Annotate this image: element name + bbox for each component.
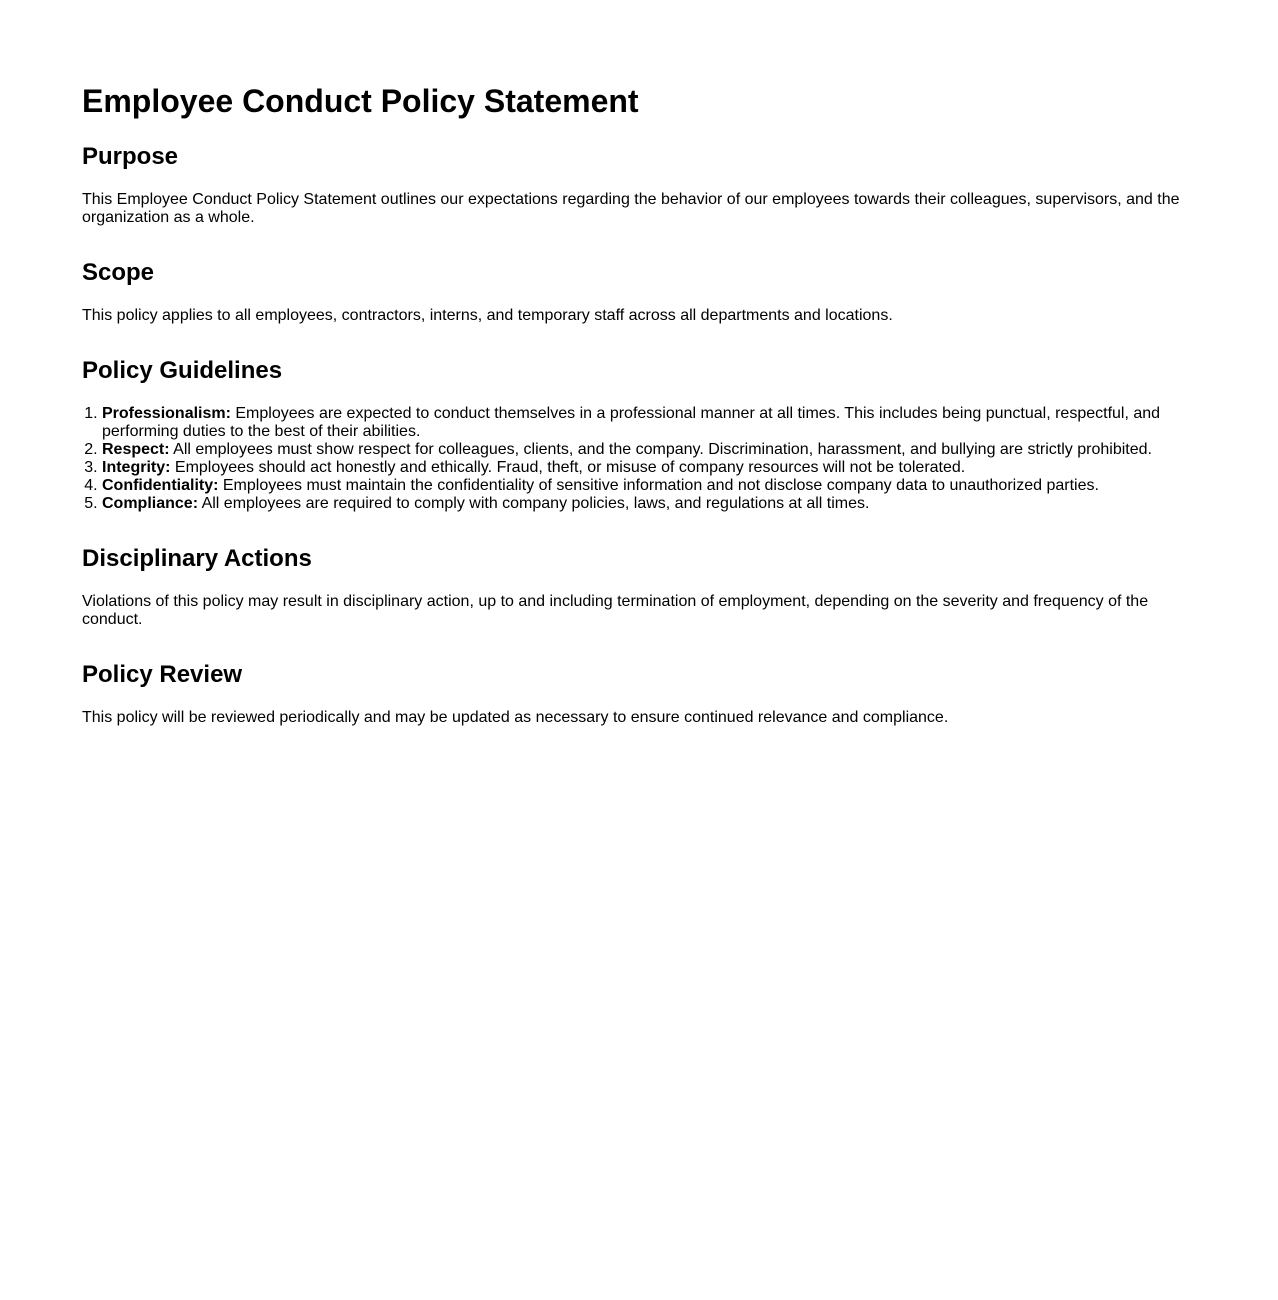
guideline-text: Employees must maintain the confidentiality of sensitive information and not disclose company data to unauthorized parties. bbox=[218, 477, 1099, 494]
guideline-label: Integrity: bbox=[102, 459, 171, 476]
guideline-item-compliance bbox=[102, 495, 1196, 513]
section-body: Violations of this policy may result in disciplinary action, up to and including termination of employment, depending on the severity and frequency of the conduct. bbox=[82, 593, 1149, 628]
guideline-item-confidentiality bbox=[102, 477, 1196, 495]
guideline-label: Compliance: bbox=[102, 495, 199, 512]
section-body: This Employee Conduct Policy Statement outlines our expectations regarding the behavior of our employees towards their colleagues, supervisors, and the organization as a whole. bbox=[82, 191, 1180, 226]
section-heading: Purpose bbox=[82, 143, 179, 170]
section-scope bbox=[82, 259, 1196, 325]
section-body: This policy will be reviewed periodically and may be updated as necessary to ensure continued relevance and compliance. bbox=[82, 709, 949, 726]
section-heading: Policy Review bbox=[82, 661, 243, 688]
page-title: Employee Conduct Policy Statement bbox=[82, 83, 639, 119]
section-disciplinary-actions bbox=[82, 545, 1196, 629]
section-body: This policy applies to all employees, contractors, interns, and temporary staff across all departments and locations. bbox=[82, 307, 893, 324]
guideline-label: Professionalism: bbox=[102, 405, 231, 422]
section-heading: Scope bbox=[82, 259, 155, 286]
guideline-label: Confidentiality: bbox=[102, 477, 219, 494]
guideline-text: Employees are expected to conduct themselves in a professional manner at all times. This includes being punctual, respectful, and performing duties to the best of their abilities. bbox=[102, 405, 1161, 440]
section-policy-guidelines bbox=[82, 357, 1196, 513]
section-heading: Disciplinary Actions bbox=[82, 545, 312, 572]
guideline-text: All employees must show respect for colleagues, clients, and the company. Discrimination, harassment, and bullying are strictly prohibited. bbox=[169, 441, 1152, 458]
guideline-item-integrity bbox=[102, 459, 1196, 477]
guideline-item-professionalism bbox=[102, 405, 1196, 441]
guidelines-list bbox=[82, 405, 1196, 513]
guideline-text: Employees should act honestly and ethically. Fraud, theft, or misuse of company resources will not be tolerated. bbox=[170, 459, 966, 476]
section-policy-review bbox=[82, 661, 1196, 727]
section-heading: Policy Guidelines bbox=[82, 357, 283, 384]
guideline-text: All employees are required to comply with company policies, laws, and regulations at all times. bbox=[198, 495, 870, 512]
guideline-label: Respect: bbox=[102, 441, 170, 458]
guideline-item-respect bbox=[102, 441, 1196, 459]
section-purpose bbox=[82, 143, 1196, 227]
